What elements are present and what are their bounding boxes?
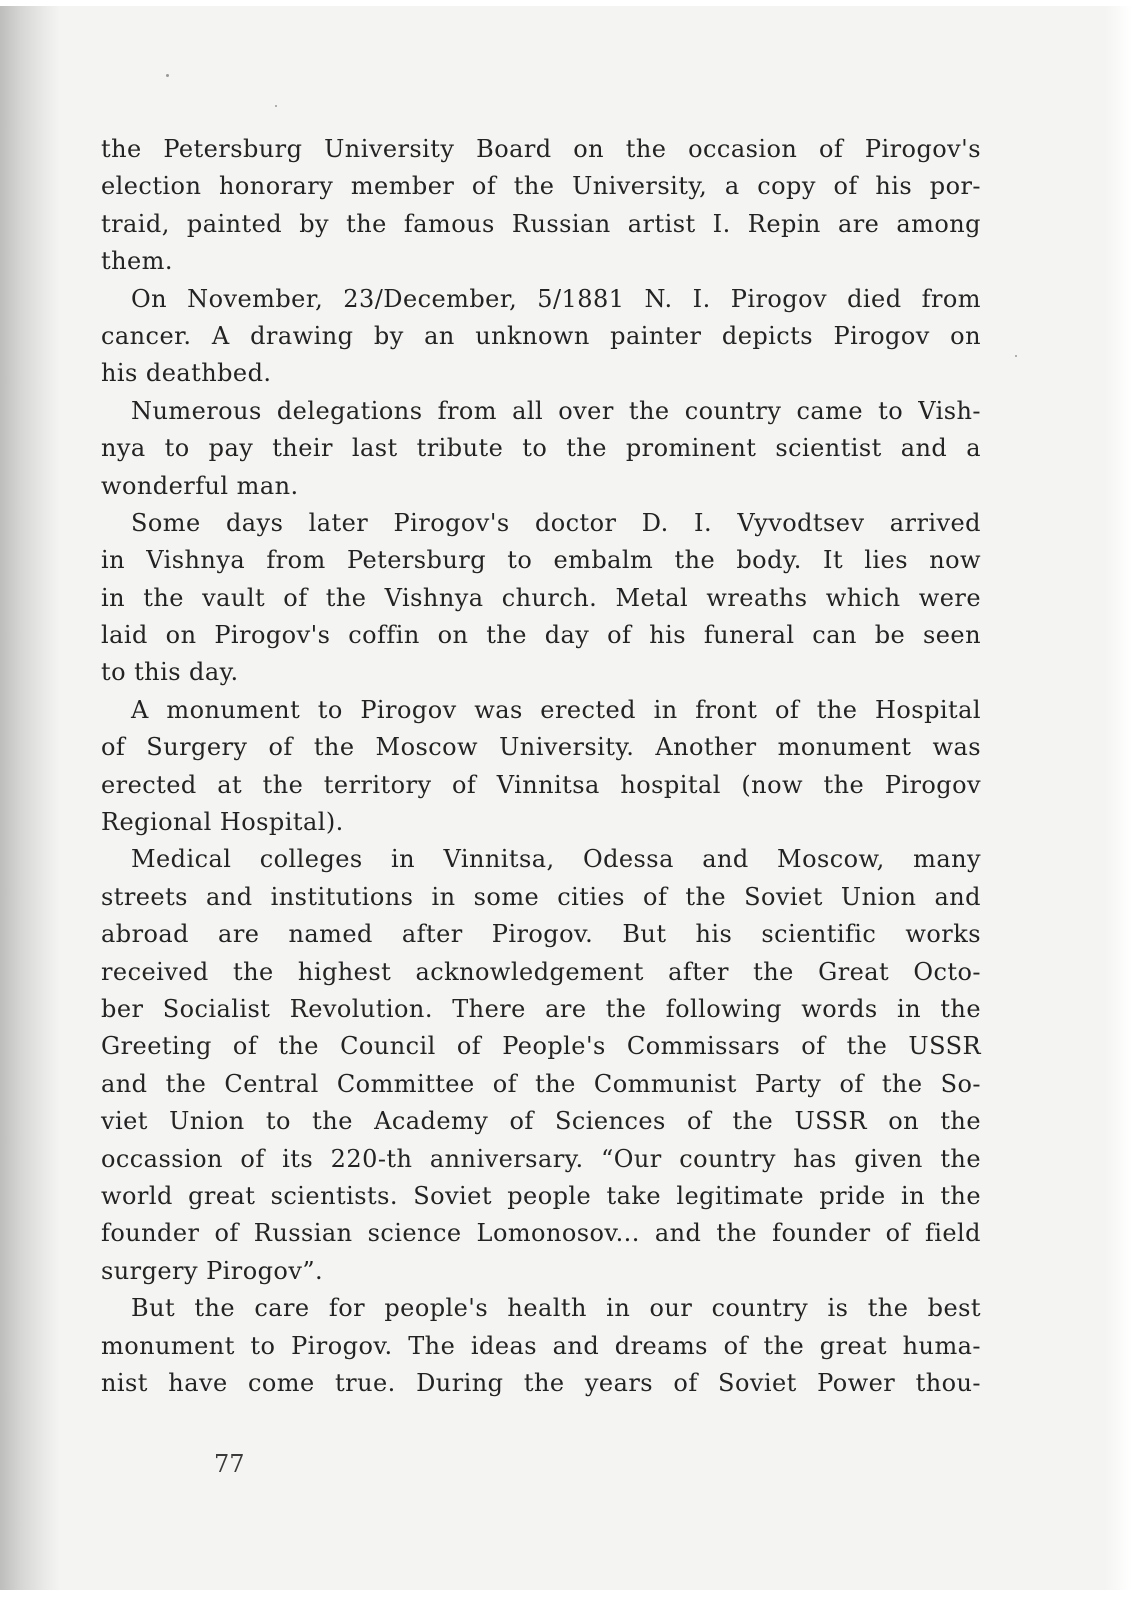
text-line: his deathbed. (101, 359, 272, 388)
page-edge-top (0, 0, 1144, 6)
text-line: world great scientists. Soviet people take legitimate pride in the (101, 1181, 981, 1210)
scan-speck (275, 105, 277, 107)
text-line: streets and institutions in some cities of the Soviet Union and (101, 882, 981, 911)
text-line: traid, painted by the famous Russian artist I. Repin are among (101, 209, 981, 238)
text-line: wonderful man. (101, 471, 299, 500)
text-line: them. (101, 247, 173, 276)
page-number: 77 (214, 1450, 245, 1478)
text-line: Greeting of the Council of People's Commissars of the USSR (101, 1032, 981, 1061)
text-line: Numerous delegations from all over the country came to Vish- (131, 396, 981, 425)
paragraph (101, 692, 981, 842)
scan-speck (1015, 355, 1017, 357)
paragraph (101, 841, 981, 1290)
text-line: surgery Pirogov”. (101, 1256, 324, 1285)
paragraph (101, 1290, 981, 1402)
text-line: monument to Pirogov. The ideas and dreams of the great huma- (101, 1331, 981, 1360)
page-edge-right (1104, 0, 1144, 1600)
text-line: cancer. A drawing by an unknown painter depicts Pirogov on (101, 321, 981, 350)
paragraph (101, 131, 981, 281)
text-line: occassion of its 220-th anniversary. “Our country has given the (101, 1144, 981, 1173)
text-line: Regional Hospital). (101, 808, 344, 837)
paragraph (101, 393, 981, 505)
text-line: election honorary member of the University, a copy of his por- (101, 172, 981, 201)
text-line: nya to pay their last tribute to the prominent scientist and a (101, 434, 981, 463)
text-line: But the care for people's health in our country is the best (131, 1294, 981, 1323)
page-edge-bottom (0, 1590, 1144, 1600)
paragraph (101, 281, 981, 393)
text-line: laid on Pirogov's coffin on the day of his funeral can be seen (101, 621, 981, 650)
text-line: Some days later Pirogov's doctor D. I. Vyvodtsev arrived (131, 508, 981, 537)
text-line: erected at the territory of Vinnitsa hospital (now the Pirogov (101, 770, 981, 799)
text-line: nist have come true. During the years of Soviet Power thou- (101, 1368, 981, 1397)
text-line: viet Union to the Academy of Sciences of the USSR on the (101, 1107, 981, 1136)
text-line: to this day. (101, 658, 239, 687)
text-line: ber Socialist Revolution. There are the following words in the (101, 994, 981, 1023)
body-text (101, 131, 981, 1402)
text-line: A monument to Pirogov was erected in front of the Hospital (131, 695, 981, 724)
scan-speck (166, 74, 169, 77)
text-line: in the vault of the Vishnya church. Metal wreaths which were (101, 583, 981, 612)
text-line: in Vishnya from Petersburg to embalm the body. It lies now (101, 546, 981, 575)
text-line: founder of Russian science Lomonosov... and the founder of field (101, 1219, 981, 1248)
text-line: the Petersburg University Board on the occasion of Pirogov's (101, 135, 981, 163)
text-line: abroad are named after Pirogov. But his scientific works (101, 920, 981, 949)
text-line: of Surgery of the Moscow University. Another monument was (101, 733, 981, 762)
paragraph (101, 505, 981, 692)
text-line: received the highest acknowledgement after the Great Octo- (101, 957, 981, 986)
text-line: On November, 23/December, 5/1881 N. I. Pirogov died from (131, 284, 981, 313)
binding-shadow (0, 0, 60, 1600)
text-line: Medical colleges in Vinnitsa, Odessa and Moscow, many (131, 845, 981, 874)
text-line: and the Central Committee of the Communist Party of the So- (101, 1069, 981, 1098)
